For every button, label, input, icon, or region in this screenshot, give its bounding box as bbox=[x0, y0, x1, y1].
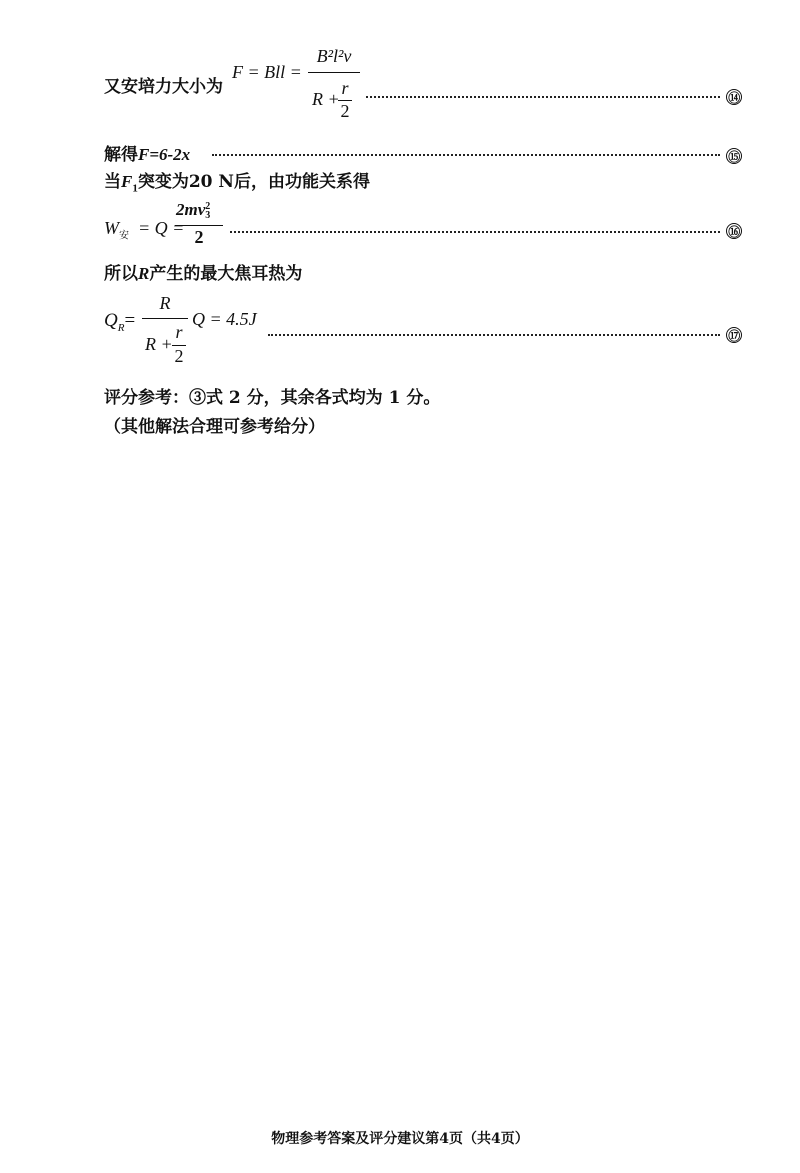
line14-denominator-r: r bbox=[341, 78, 349, 98]
line15-prefix: 解得F=6-2x bbox=[104, 145, 191, 165]
line16-dotted-leader bbox=[230, 231, 720, 233]
line14-dotted-leader bbox=[366, 96, 720, 98]
line16-numerator: 2mv2 3 bbox=[176, 200, 211, 222]
line17-numerator: R bbox=[159, 293, 171, 313]
page-footer: 物理参考答案及评分建议第4页（共4页） bbox=[271, 1131, 529, 1147]
line17-denominator-r: r bbox=[175, 322, 183, 342]
line16-fraction-bar bbox=[175, 225, 223, 226]
equation-number-14: ⑭ bbox=[726, 89, 742, 105]
line17-fraction-bar bbox=[142, 318, 188, 319]
line14-denominator-R: R + bbox=[312, 89, 340, 109]
line15-expression: F=6-2x bbox=[138, 145, 191, 164]
qr-sentence: 所以R产生的最大焦耳热为 bbox=[104, 264, 303, 284]
f1-sentence: 当$F_1$突变为20 N后，由功能关系得 bbox=[104, 172, 370, 195]
line17-dotted-leader bbox=[268, 334, 720, 336]
line14-fraction-bar bbox=[308, 72, 360, 73]
line17-result: Q = 4.5J bbox=[192, 309, 257, 329]
line14-prefix: 又安培力大小为 bbox=[104, 77, 223, 97]
line17-denominator-2: 2 bbox=[174, 346, 184, 366]
equation-number-16: ⑯ bbox=[726, 223, 742, 239]
line14-numerator: B²l²v bbox=[316, 46, 352, 66]
equation-number-15: ⑮ bbox=[726, 148, 742, 164]
line14-denominator-2: 2 bbox=[340, 101, 350, 121]
equation-number-17: ⑰ bbox=[726, 327, 742, 343]
line16-equals: = Q = bbox=[138, 218, 185, 238]
alternative-solution-note: （其他解法合理可参考给分） bbox=[104, 417, 325, 437]
line15-dotted-leader bbox=[212, 154, 720, 156]
line16-denominator: 2 bbox=[194, 227, 204, 247]
line14-lhs: F = Bll = bbox=[232, 62, 302, 82]
scoring-note: 评分参考：③式 2 分，其余各式均为 1 分。 bbox=[104, 388, 441, 408]
line16-lhs: $W_安$ bbox=[104, 218, 129, 242]
line17-denominator-R: R + bbox=[145, 334, 173, 354]
line17-lhs: $Q_R=$ bbox=[104, 310, 136, 334]
